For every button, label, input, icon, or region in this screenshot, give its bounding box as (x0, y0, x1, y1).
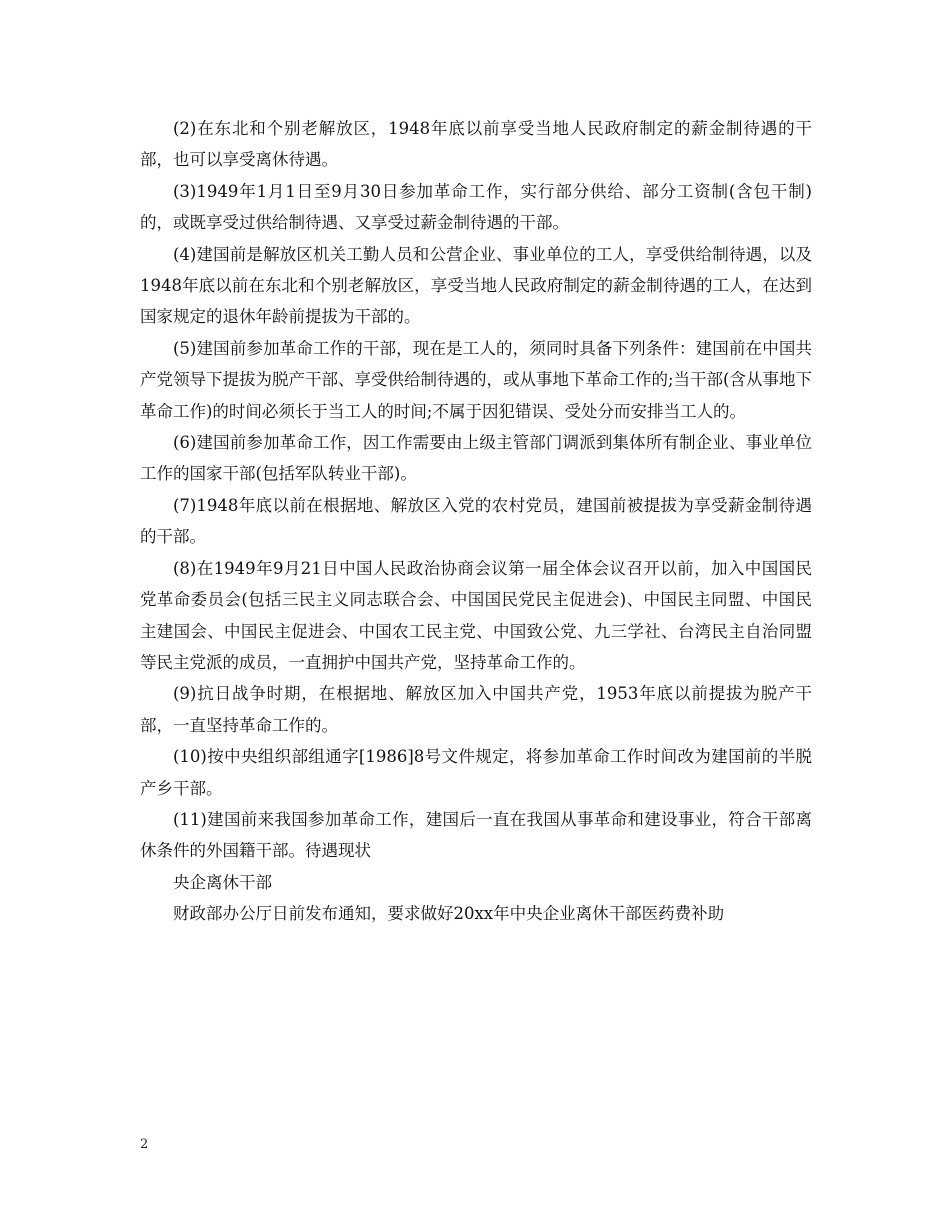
paragraph-item-4: (4)建国前是解放区机关工勤人员和公营企业、事业单位的工人，享受供给制待遇，以及1948年底以前在东北和个别老解放区，享受当地人民政府制定的薪金制待遇的工人，在达到国家规定的退休年龄前提拔为干部的。 (140, 244, 812, 327)
paragraph-item-8: (8)在1949年9月21日中国人民政治协商会议第一届全体会议召开以前，加入中国国民党革命委员会(包括三民主义同志联合会、中国国民党民主促进会)、中国民主同盟、中国民主建国会、中国民主促进会、中国农工民主党、中国致公党、九三学社、台湾民主自治同盟等民主党派的成员，一直拥护中国共产党，坚持革命工作的。 (140, 558, 812, 672)
paragraph-item-9: (9)抗日战争时期，在根据地、解放区加入中国共产党，1953年底以前提拔为脱产干部，一直坚持革命工作的。 (140, 684, 812, 735)
paragraph-item-5: (5)建国前参加革命工作的干部，现在是工人的，须同时具备下列条件：建国前在中国共产党领导下提拔为脱产干部、享受供给制待遇的，或从事地下革命工作的;当干部(含从事地下革命工作)的时间必须长于当工人的时间;不属于因犯错误、受处分而安排当工人的。 (140, 338, 812, 421)
page-number: 2 (140, 1137, 149, 1152)
paragraph-item-11: (11)建国前来我国参加革命工作，建国后一直在我国从事革命和建设事业，符合干部离休条件的外国籍干部。待遇现状 (140, 809, 812, 861)
paragraph-item-6: (6)建国前参加革命工作，因工作需要由上级主管部门调派到集体所有制企业、事业单位工作的国家干部(包括军队转业干部)。 (140, 433, 812, 484)
paragraph-item-3: (3)1949年1月1日至9月30日参加革命工作，实行部分供给、部分工资制(含包干制)的，或既享受过供给制待遇、又享受过薪金制待遇的干部。 (140, 181, 812, 233)
paragraph-item-10: (10)按中央组织部组通字[1986]8号文件规定，将参加革命工作时间改为建国前的半脱产乡干部。 (140, 747, 812, 798)
section-heading: 央企离休干部 (173, 872, 272, 892)
paragraph-body: 财政部办公厅日前发布通知，要求做好20xx年中央企业离休干部医药费补助 (173, 904, 725, 924)
paragraph-item-7: (7)1948年底以前在根据地、解放区入党的农村党员，建国前被提拔为享受薪金制待遇的干部。 (140, 495, 812, 547)
paragraph-item-2: (2)在东北和个别老解放区，1948年底以前享受当地人民政府制定的薪金制待遇的干部，也可以享受离休待遇。 (140, 119, 812, 170)
document-body (140, 113, 812, 930)
